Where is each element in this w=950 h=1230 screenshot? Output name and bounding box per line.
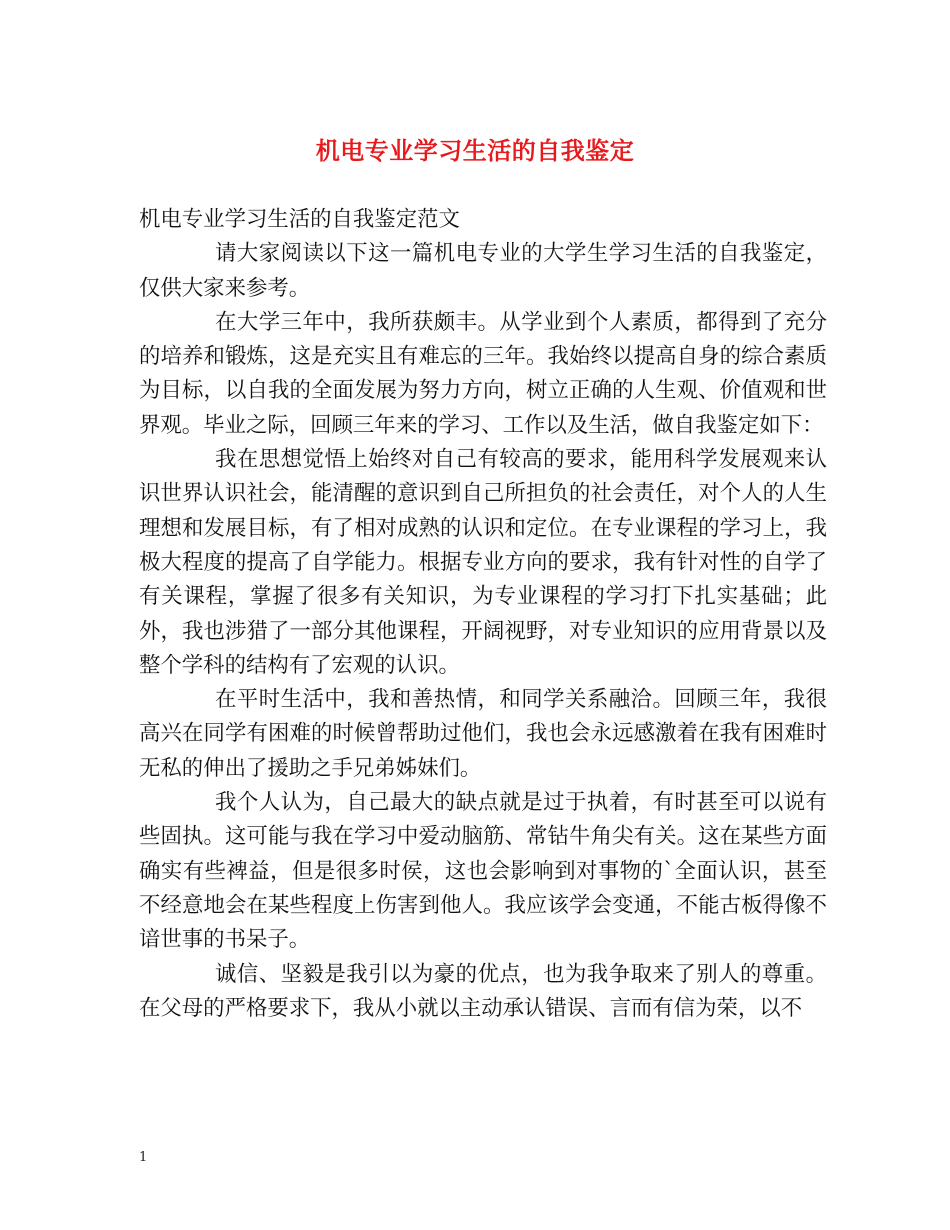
- document-title: 机电专业学习生活的自我鉴定: [315, 136, 635, 165]
- paragraph-thought-and-study: 我在思想觉悟上始终对自己有较高的要求，能用科学发展观来认识世界认识社会，能清醒的意识到自己所担负的社会责任，对个人的人生理想和发展目标，有了相对成熟的认识和定位。在专业课程的学习上，我极大程度的提高了自学能力。根据专业方向的要求，我有针对性的自学了有关课程，掌握了很多有关知识，为专业课程的学习打下扎实基础；此外，我也涉猎了一部分其他课程，开阔视野，对专业知识的应用背景以及整个学科的结构有了宏观的认识。: [139, 447, 827, 678]
- paragraph-intro: 请大家阅读以下这一篇机电专业的大学生学习生活的自我鉴定，仅供大家来参考。: [139, 241, 827, 301]
- paragraph-strengths: 诚信、坚毅是我引以为豪的优点，也为我争取来了别人的尊重。在父母的严格要求下，我从小就以主动承认错误、言而有信为荣，以不: [139, 961, 827, 1021]
- page-number: 1: [139, 1150, 148, 1165]
- paragraph-overview: 在大学三年中，我所获颇丰。从学业到个人素质，都得到了充分的培养和锻炼，这是充实且有难忘的三年。我始终以提高自身的综合素质为目标，以自我的全面发展为努力方向，树立正确的人生观、价值观和世界观。毕业之际，回顾三年来的学习、工作以及生活，做自我鉴定如下：: [139, 309, 827, 438]
- document-subtitle: 机电专业学习生活的自我鉴定范文: [139, 207, 460, 232]
- paragraph-life: 在平时生活中，我和善热情，和同学关系融洽。回顾三年，我很高兴在同学有困难的时候曾帮助过他们，我也会永远感激着在我有困难时无私的伸出了援助之手兄弟姊妹们。: [139, 687, 827, 781]
- paragraph-shortcomings: 我个人认为，自己最大的缺点就是过于执着，有时甚至可以说有些固执。这可能与我在学习中爱动脑筋、常钻牛角尖有关。这在某些方面确实有些裨益，但是很多时侯，这也会影响到对事物的`全面认识，甚至不经意地会在某些程度上伤害到他人。我应该学会变通，不能古板得像不谙世事的书呆子。: [139, 790, 827, 953]
- document-body: [139, 203, 827, 1026]
